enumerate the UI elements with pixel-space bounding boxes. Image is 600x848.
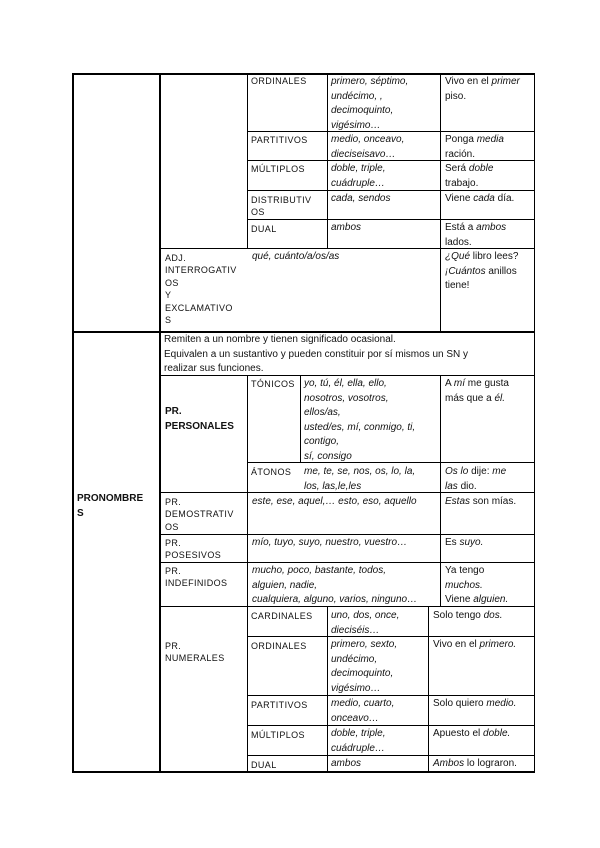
row-label-demostrativos: OS bbox=[165, 521, 179, 532]
divider bbox=[247, 375, 248, 492]
divider bbox=[247, 190, 535, 191]
row-label-interrogativos: OS bbox=[165, 277, 179, 288]
forms-demostrativos: este, ese, aquel,… esto, eso, aquello bbox=[252, 496, 417, 507]
forms-cardinales: dieciséis… bbox=[331, 624, 380, 636]
example-dual: lados. bbox=[445, 236, 472, 248]
row-label-interrogativos: INTERROGATIV bbox=[165, 265, 237, 276]
row-label-distributivos: DISTRIBUTIV bbox=[251, 195, 312, 205]
forms-ordinales: vigésimo… bbox=[331, 119, 381, 131]
divider bbox=[160, 248, 535, 249]
forms-indefinidos: alguien, nadie, bbox=[252, 579, 318, 591]
example-dual: Está a ambos bbox=[445, 222, 507, 233]
divider bbox=[440, 73, 441, 332]
forms-tonicos: yo, tú, él, ella, ello, bbox=[304, 378, 387, 389]
example-atonos: Os lo dije: me bbox=[445, 466, 507, 477]
section-label-pronombres: PRONOMBRE bbox=[77, 493, 144, 504]
example-partitivos: Ponga media bbox=[445, 134, 504, 145]
example-ordinales: piso. bbox=[445, 90, 467, 102]
forms-ordinales: vigésimo… bbox=[331, 682, 381, 694]
example-dual: Ambos lo lograron. bbox=[433, 758, 517, 769]
section-label-pronombres: S bbox=[77, 508, 84, 519]
row-label-cardinales: CARDINALES bbox=[251, 611, 313, 621]
row-label-posesivos: PR. bbox=[165, 538, 182, 548]
forms-tonicos: usted/es, mí, conmigo, ti, bbox=[304, 421, 416, 433]
intro-text: Remiten a un nombre y tienen significado ocasional. bbox=[164, 334, 396, 345]
row-label-interrogativos: S bbox=[165, 315, 172, 325]
forms-ordinales: undécimo, bbox=[331, 653, 378, 665]
row-label-ordinales: ORDINALES bbox=[251, 76, 307, 86]
forms-dual: ambos bbox=[331, 222, 362, 233]
row-label-interrogativos: ADJ. bbox=[165, 253, 187, 263]
forms-partitivos: dieciseisavo… bbox=[331, 148, 396, 160]
divider bbox=[247, 462, 535, 463]
row-label-tonicos: TÓNICOS bbox=[251, 379, 295, 389]
divider bbox=[247, 219, 535, 220]
forms-multiplos: doble, triple, bbox=[331, 163, 386, 174]
divider bbox=[440, 375, 441, 607]
divider bbox=[247, 725, 535, 726]
forms-distributivos: cada, sendos bbox=[331, 193, 391, 204]
forms-ordinales: undécimo, , bbox=[331, 90, 383, 102]
forms-tonicos: nosotros, vosotros, bbox=[304, 392, 389, 404]
example-multiplos: Apuesto el doble. bbox=[433, 728, 511, 739]
forms-multiplos: doble, triple, bbox=[331, 728, 386, 739]
forms-tonicos: contigo, bbox=[304, 436, 340, 448]
forms-cardinales: uno, dos, once, bbox=[331, 610, 400, 621]
divider bbox=[160, 562, 535, 563]
forms-atonos: los, las,le,les bbox=[304, 480, 362, 492]
example-partitivos: Solo quiero medio. bbox=[433, 698, 517, 709]
forms-ordinales: decimoquinto, bbox=[331, 668, 394, 680]
example-distributivos: Viene cada día. bbox=[445, 193, 515, 204]
row-label-posesivos: POSESIVOS bbox=[165, 550, 222, 561]
column-separator-1 bbox=[159, 73, 161, 773]
forms-ordinales: decimoquinto, bbox=[331, 105, 394, 117]
row-label-numerales: NUMERALES bbox=[165, 653, 225, 664]
row-label-multiplos: MÚLTIPLOS bbox=[251, 730, 305, 740]
forms-multiplos: cuádruple… bbox=[331, 177, 385, 189]
row-label-interrogativos: EXCLAMATIVO bbox=[165, 302, 233, 313]
row-label-interrogativos: Y bbox=[165, 290, 172, 301]
example-indefinidos: Viene alguien. bbox=[445, 594, 509, 606]
example-tonicos: más que a él. bbox=[445, 392, 506, 404]
forms-ordinales: primero, sexto, bbox=[331, 639, 398, 650]
divider bbox=[247, 755, 535, 756]
example-tonicos: A mí me gusta bbox=[445, 378, 509, 389]
divider bbox=[247, 492, 248, 772]
divider bbox=[247, 131, 535, 132]
forms-tonicos: sí, consigo bbox=[304, 451, 352, 462]
forms-posesivos: mío, tuyo, suyo, nuestro, vuestro… bbox=[252, 537, 408, 548]
divider bbox=[428, 606, 429, 772]
example-indefinidos: muchos. bbox=[445, 579, 483, 591]
example-interrogativos: tiene! bbox=[445, 280, 470, 292]
forms-partitivos: medio, cuarto, bbox=[331, 698, 395, 709]
forms-ordinales: primero, séptimo, bbox=[331, 76, 409, 87]
row-label-distributivos: OS bbox=[251, 207, 265, 218]
example-partitivos: ración. bbox=[445, 148, 476, 160]
intro-text: realizar sus funciones. bbox=[164, 363, 264, 375]
table-right-border bbox=[534, 73, 535, 773]
example-cardinales: Solo tengo dos. bbox=[433, 610, 503, 621]
example-multiplos: trabajo. bbox=[445, 177, 479, 189]
divider bbox=[160, 534, 535, 535]
example-posesivos: Es suyo. bbox=[445, 537, 484, 548]
divider bbox=[247, 636, 535, 637]
row-label-dual: DUAL bbox=[251, 760, 277, 770]
row-label-numerales: PR. bbox=[165, 641, 182, 651]
forms-indefinidos: cualquiera, alguno, varios, ninguno… bbox=[252, 594, 418, 606]
example-interrogativos: ¡Cuántos anillos bbox=[445, 265, 517, 277]
forms-partitivos: onceavo… bbox=[331, 712, 379, 724]
row-label-indefinidos: PR. bbox=[165, 566, 182, 576]
forms-atonos: me, te, se, nos, os, lo, la, bbox=[304, 466, 416, 477]
table-left-border bbox=[72, 73, 74, 773]
row-label-indefinidos: INDEFINIDOS bbox=[165, 578, 228, 589]
row-label-dual: DUAL bbox=[251, 224, 277, 234]
row-label-multiplos: MÚLTIPLOS bbox=[251, 164, 305, 174]
forms-indefinidos: mucho, poco, bastante, todos, bbox=[252, 565, 386, 576]
row-label-personales: PERSONALES bbox=[165, 421, 234, 432]
row-label-demostrativos: DEMOSTRATIV bbox=[165, 509, 234, 520]
divider bbox=[327, 606, 328, 772]
row-label-demostrativos: PR. bbox=[165, 497, 182, 507]
example-indefinidos: Ya tengo bbox=[445, 565, 485, 576]
row-label-partitivos: PARTITIVOS bbox=[251, 135, 308, 145]
example-atonos: las dio. bbox=[445, 480, 477, 492]
example-interrogativos: ¿Qué libro lees? bbox=[445, 251, 519, 262]
forms-multiplos: cuádruple… bbox=[331, 742, 385, 754]
row-label-personales: PR. bbox=[165, 406, 182, 417]
divider bbox=[247, 695, 535, 696]
row-label-ordinales: ORDINALES bbox=[251, 641, 307, 651]
row-label-partitivos: PARTITIVOS bbox=[251, 700, 308, 710]
forms-interrogativos: qué, cuánto/a/os/as bbox=[252, 251, 340, 262]
forms-dual: ambos bbox=[331, 758, 362, 769]
example-demostrativos: Estas son mías. bbox=[445, 496, 517, 507]
example-ordinales: Vivo en el primer bbox=[445, 76, 520, 87]
forms-tonicos: ellos/as, bbox=[304, 407, 341, 419]
example-multiplos: Será doble bbox=[445, 163, 494, 174]
row-label-atonos: ÁTONOS bbox=[251, 467, 292, 477]
example-ordinales: Vivo en el primero. bbox=[433, 639, 517, 650]
intro-text: Equivalen a un sustantivo y pueden constituir por sí mismos un SN y bbox=[164, 348, 469, 360]
forms-partitivos: medio, onceavo, bbox=[331, 134, 405, 145]
divider bbox=[300, 375, 301, 462]
